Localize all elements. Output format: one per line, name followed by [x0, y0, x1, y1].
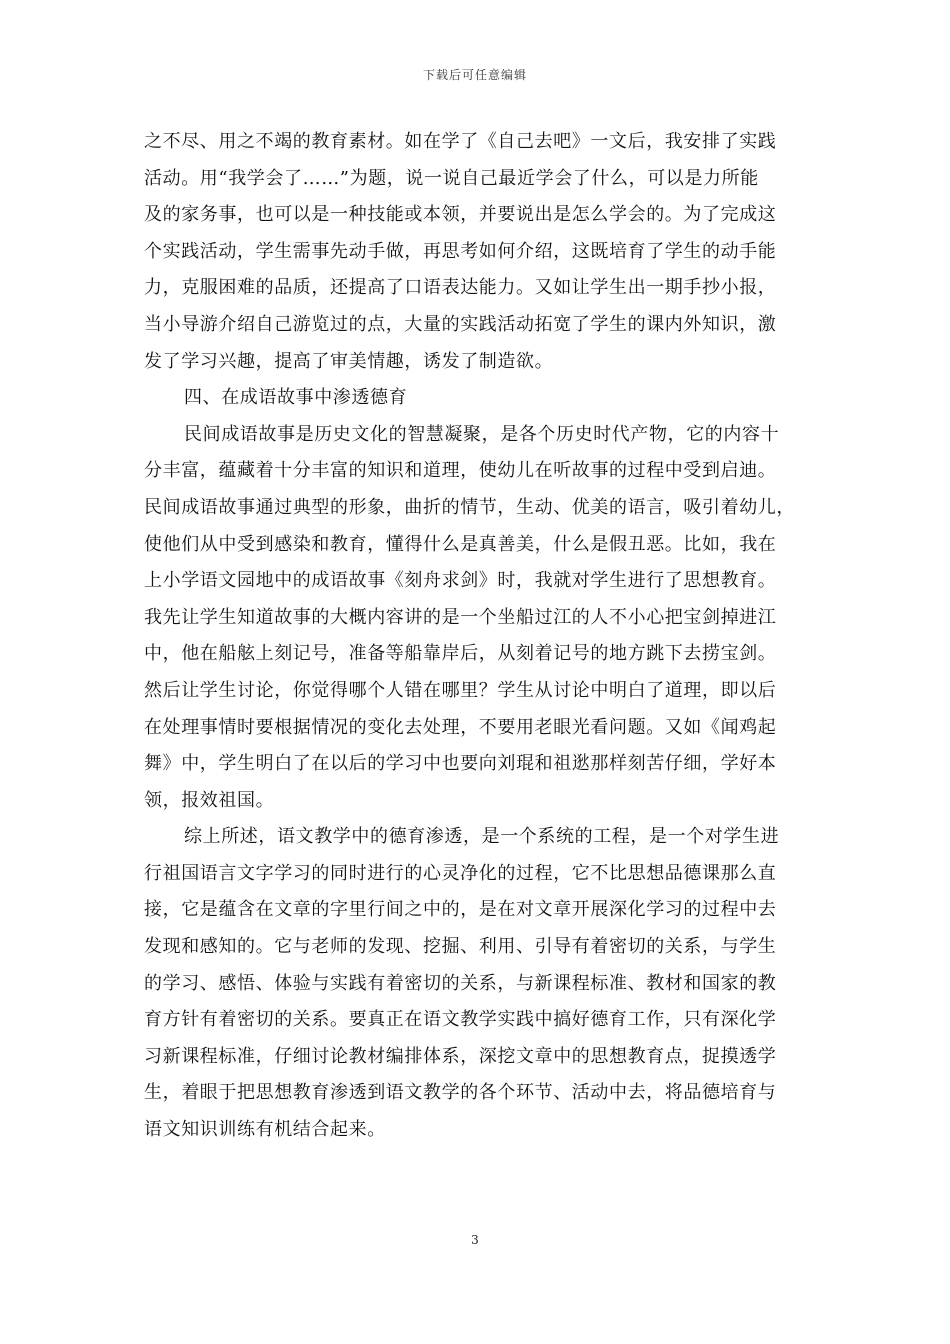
section-heading: 四、在成语故事中渗透德育	[184, 387, 408, 409]
body-line: 我先让学生知道故事的大概内容讲的是一个坐船过江的人不小心把宝剑掉进江	[144, 606, 777, 628]
body-line: 发了学习兴趣，提高了审美情趣，诱发了制造欲。	[144, 350, 554, 372]
body-line: 活动。用“我学会了……”为题，说一说自己最近学会了什么，可以是力所能	[144, 167, 759, 189]
body-line: 上小学语文园地中的成语故事《刻舟求剑》时，我就对学生进行了思想教育。	[144, 570, 777, 592]
body-line: 育方针有着密切的关系。要真正在语文教学实践中搞好德育工作，只有深化学	[144, 1009, 777, 1031]
document-body	[144, 124, 816, 1149]
page-number: 3	[471, 1233, 479, 1247]
body-line: 民间成语故事通过典型的形象，曲折的情节，生动、优美的语言，吸引着幼儿，	[144, 496, 795, 518]
body-line: 舞》中，学生明白了在以后的学习中也要向刘琨和祖逖那样刻苦仔细，学好本	[144, 753, 777, 775]
body-line: 之不尽、用之不竭的教育素材。如在学了《自己去吧》一文后，我安排了实践	[144, 131, 777, 152]
body-line: 中，他在船舷上刻记号，准备等船靠岸后，从刻着记号的地方跳下去捞宝剑。	[144, 643, 777, 665]
body-line: 领，报效祖国。	[144, 789, 275, 811]
body-line: 习新课程标准，仔细讨论教材编排体系，深挖文章中的思想教育点，捉摸透学	[144, 1045, 777, 1067]
body-line: 综上所述，语文教学中的德育渗透，是一个系统的工程，是一个对学生进	[184, 826, 780, 848]
body-line: 使他们从中受到感染和教育，懂得什么是真善美，什么是假丑恶。比如，我在	[144, 533, 777, 555]
body-line: 力，克服困难的品质，还提高了口语表达能力。又如让学生出一期手抄小报，	[144, 277, 777, 299]
body-line: 的学习、感悟、体验与实践有着密切的关系，与新课程标准、教材和国家的教	[144, 972, 777, 994]
body-line: 及的家务事，也可以是一种技能或本领，并要说出是怎么学会的。为了完成这	[144, 204, 777, 226]
body-line: 个实践活动，学生需事先动手做，再思考如何介绍，这既培育了学生的动手能	[144, 240, 777, 262]
body-line: 接，它是蕴含在文章的字里行间之中的，是在对文章开展深化学习的过程中去	[144, 899, 777, 921]
body-line: 民间成语故事是历史文化的智慧凝聚，是各个历史时代产物，它的内容十	[184, 423, 780, 445]
body-line: 然后让学生讨论，你觉得哪个人错在哪里？学生从讨论中明白了道理，即以后	[144, 679, 777, 701]
page-header: 下载后可任意编辑	[422, 68, 527, 82]
body-line: 生，着眼于把思想教育渗透到语文教学的各个环节、活动中去，将品德培育与	[144, 1082, 777, 1104]
body-line: 发现和感知的。它与老师的发现、挖掘、利用、引导有着密切的关系，与学生	[144, 936, 777, 958]
body-line: 当小导游介绍自己游览过的点，大量的实践活动拓宽了学生的课内外知识，激	[144, 313, 777, 335]
body-line: 语文知识训练有机结合起来。	[144, 1119, 386, 1141]
body-line: 行祖国语言文字学习的同时进行的心灵净化的过程，它不比思想品德课那么直	[144, 862, 777, 884]
body-line: 分丰富，蕴藏着十分丰富的知识和道理，使幼儿在听故事的过程中受到启迪。	[144, 460, 777, 482]
body-line: 在处理事情时要根据情况的变化去处理，不要用老眼光看问题。又如《闻鸡起	[144, 716, 777, 738]
